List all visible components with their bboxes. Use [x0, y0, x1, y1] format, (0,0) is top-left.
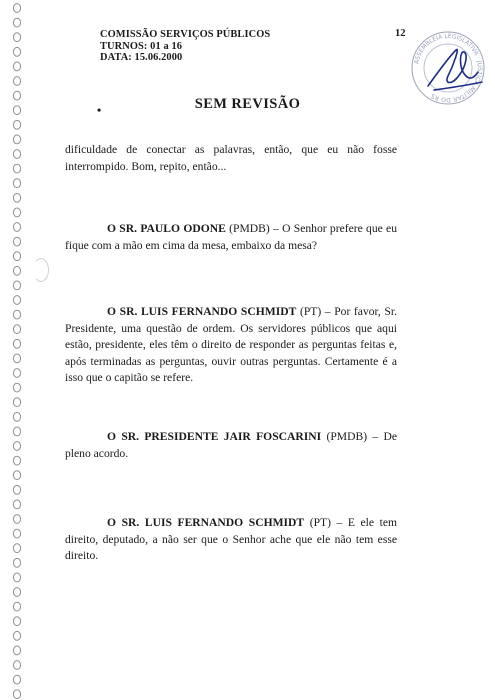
binding-hole	[13, 529, 20, 538]
binding-hole	[13, 544, 20, 553]
document-title: SEM REVISÃO	[194, 96, 301, 112]
binding-hole	[13, 412, 20, 421]
paragraph-text: (PMDB) – De pleno acordo.	[65, 430, 397, 460]
binding-hole	[13, 77, 20, 86]
binding-hole	[13, 631, 20, 640]
binding-hole	[13, 47, 20, 56]
binding-hole	[13, 646, 20, 655]
binding-hole	[13, 237, 20, 246]
binding-hole	[13, 588, 20, 597]
binding-hole	[13, 135, 20, 144]
binding-hole	[13, 33, 20, 42]
binding-hole	[13, 208, 20, 217]
binding-hole	[13, 18, 20, 27]
binding-hole	[13, 296, 20, 305]
binding-hole	[13, 558, 20, 567]
document-header	[100, 29, 270, 64]
binding-hole	[13, 500, 20, 509]
binding-hole	[13, 150, 20, 159]
paragraph-5	[65, 515, 397, 565]
binding-hole	[13, 252, 20, 261]
binding-hole	[13, 193, 20, 202]
speaker-name: O SR. PAULO ODONE	[107, 222, 226, 235]
binding-hole	[13, 573, 20, 582]
speaker-name: O SR. LUIS FERNANDO SCHMIDT	[107, 305, 297, 318]
page-number: 12	[395, 28, 406, 39]
binding-hole	[13, 617, 20, 626]
binding-hole	[13, 4, 20, 13]
binding-hole	[13, 310, 20, 319]
binding-hole	[13, 339, 20, 348]
binding-hole	[13, 602, 20, 611]
binding-hole	[13, 427, 20, 436]
binding-hole	[13, 471, 20, 480]
paragraph-3	[65, 304, 397, 387]
binding-hole	[13, 661, 20, 670]
binding-hole	[13, 690, 20, 699]
binding-hole	[13, 515, 20, 524]
binding-hole	[13, 354, 20, 363]
paragraph-text: (PT) – E ele tem direito, deputado, a não ser que o Senhor ache que ele não tem esse direito.	[65, 516, 397, 563]
binding-hole	[13, 223, 20, 232]
speaker-name: O SR. PRESIDENTE JAIR FOSCARINI	[107, 430, 322, 443]
paragraph-text: (PMDB) – O Senhor prefere que eu fique com a mão em cima da mesa, embaixo da mesa?	[65, 222, 398, 252]
paragraph-text: (PT) – Por favor, Sr. Presidente, uma questão de ordem. Os servidores públicos que aqui estão, presidente, eles têm o direito de responder as perguntas feitas e, após terminadas as perguntas, ouvir outras perguntas. Certamente é a isso que o capitão se refere.	[65, 305, 398, 385]
binding-hole	[13, 383, 20, 392]
speaker-name: O SR. LUIS FERNANDO SCHMIDT	[107, 516, 305, 529]
binding-hole	[13, 442, 20, 451]
binding-hole	[13, 398, 20, 407]
binding-hole	[13, 179, 20, 188]
binding-hole	[13, 281, 20, 290]
binding-hole	[13, 120, 20, 129]
binding-hole	[13, 456, 20, 465]
stamp-text: ASSEMBLEIA LEGISLATIVA · JUSTIÇA MILITAR DO RS	[413, 32, 484, 104]
binding-hole	[13, 266, 20, 275]
binding-hole	[13, 62, 20, 71]
header-date: DATA: 15.06.2000	[100, 52, 183, 63]
binding-hole	[13, 164, 20, 173]
paragraph-1	[65, 142, 397, 175]
binding-hole	[13, 325, 20, 334]
paragraph-2	[65, 221, 397, 254]
binding-hole	[13, 369, 20, 378]
binding-hole	[13, 485, 20, 494]
header-shifts: TURNOS: 01 a 16	[100, 40, 183, 52]
paragraph-text: dificuldade de conectar as palavras, então, que eu não fosse interrompido. Bom, repito, então...	[65, 143, 397, 173]
bullet-mark: •	[97, 103, 102, 117]
punch-hole-mark	[33, 258, 49, 282]
header-commission: COMISSÃO SERVIÇOS PÚBLICOS	[100, 29, 271, 40]
paragraph-4	[65, 429, 397, 462]
binding-hole	[13, 675, 20, 684]
